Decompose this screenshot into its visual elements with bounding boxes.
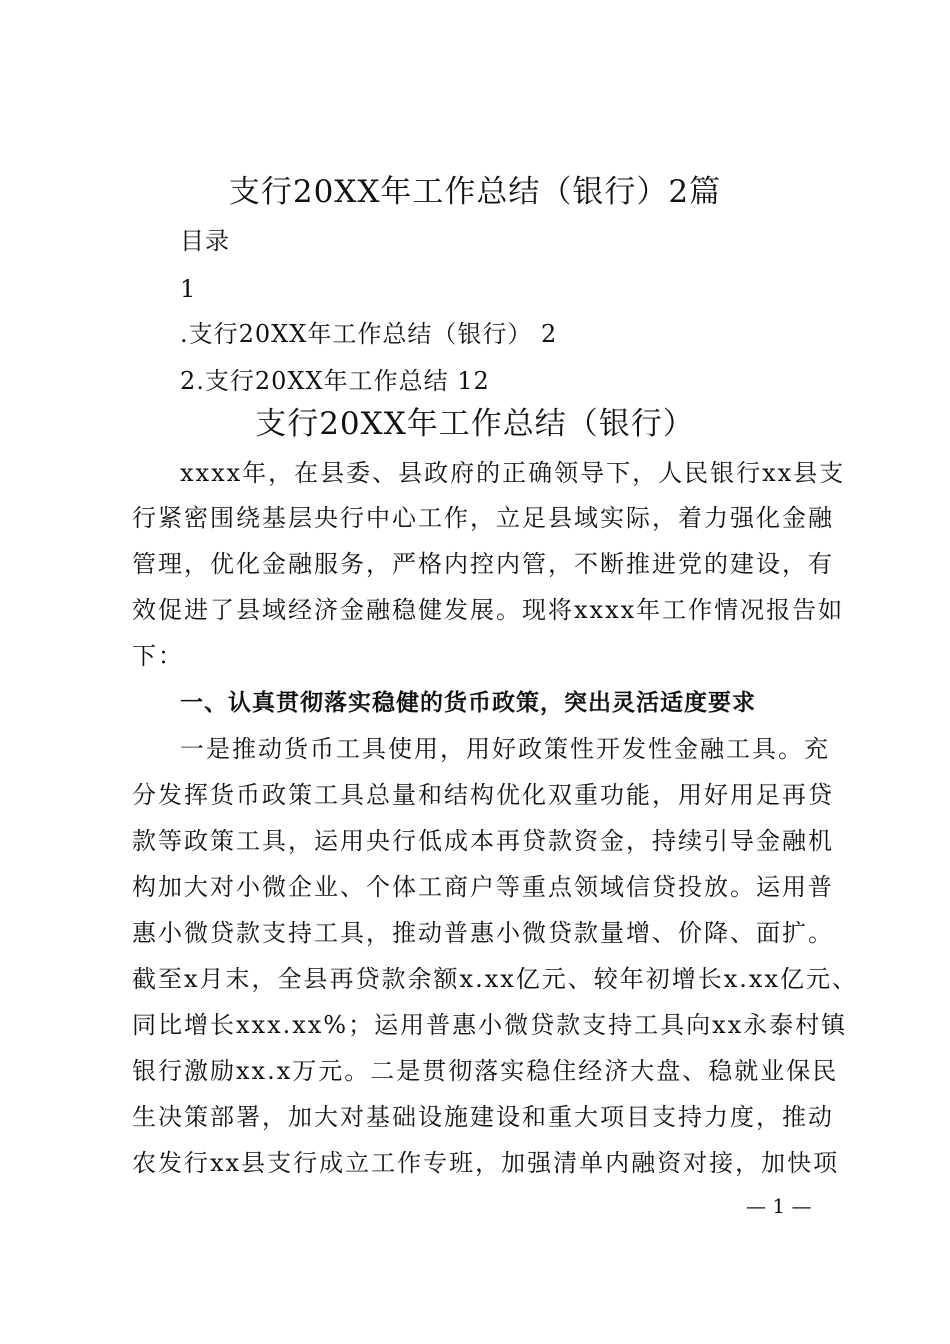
paragraph-line: 农发行xx县支行成立工作专班，加强清单内融资对接，加快项 xyxy=(132,1149,840,1177)
paragraph-line: 下： xyxy=(132,642,184,670)
paragraph-line: 构加大对小微企业、个体工商户等重点领域信贷投放。运用普 xyxy=(132,873,834,901)
document-title: 支行20XX年工作总结（银行）2篇 xyxy=(228,174,722,210)
paragraph-line: 一是推动货币工具使用，用好政策性开发性金融工具。充 xyxy=(180,735,830,763)
paragraph-line: 银行激励xx.x万元。二是贯彻落实稳住经济大盘、稳就业保民 xyxy=(132,1057,839,1085)
paragraph-line: 分发挥货币政策工具总量和结构优化双重功能，用好用足再贷 xyxy=(132,781,834,809)
paragraph-line: 截至x月末，全县再贷款余额x.xx亿元、较年初增长x.xx亿元、 xyxy=(132,965,859,993)
paragraph-line: 同比增长xxx.xx%；运用普惠小微贷款支持工具向xx永泰村镇 xyxy=(132,1011,848,1039)
paragraph-line: 效促进了县域经济金融稳健发展。现将xxxx年工作情况报告如 xyxy=(132,596,845,624)
paragraph-line: 管理，优化金融服务，严格内控内管，不断推进党的建设，有 xyxy=(132,550,834,578)
page-number: — 1 — xyxy=(746,1194,812,1218)
paragraph-line: 行紧密围绕基层央行中心工作，立足县域实际，着力强化金融 xyxy=(132,504,834,532)
paragraph-line: 惠小微贷款支持工具，推动普惠小微贷款量增、价降、面扩。 xyxy=(132,919,834,947)
toc-entry: 1 xyxy=(180,275,197,303)
section-heading: 一、认真贯彻落实稳健的货币政策，突出灵活适度要求 xyxy=(180,690,756,716)
toc-entry: 2.支行20XX年工作总结 12 xyxy=(180,367,490,395)
toc-heading: 目录 xyxy=(180,227,230,255)
paragraph-line: xxxx年，在县委、县政府的正确领导下，人民银行xx县支 xyxy=(180,459,846,487)
paragraph-line: 款等政策工具，运用央行低成本再贷款资金，持续引导金融机 xyxy=(132,827,834,855)
paragraph-line: 生决策部署，加大对基础设施建设和重大项目支持力度，推动 xyxy=(132,1103,834,1131)
section-title: 支行20XX年工作总结（银行） xyxy=(255,406,695,442)
toc-entry: .支行20XX年工作总结（银行） 2 xyxy=(180,320,558,348)
